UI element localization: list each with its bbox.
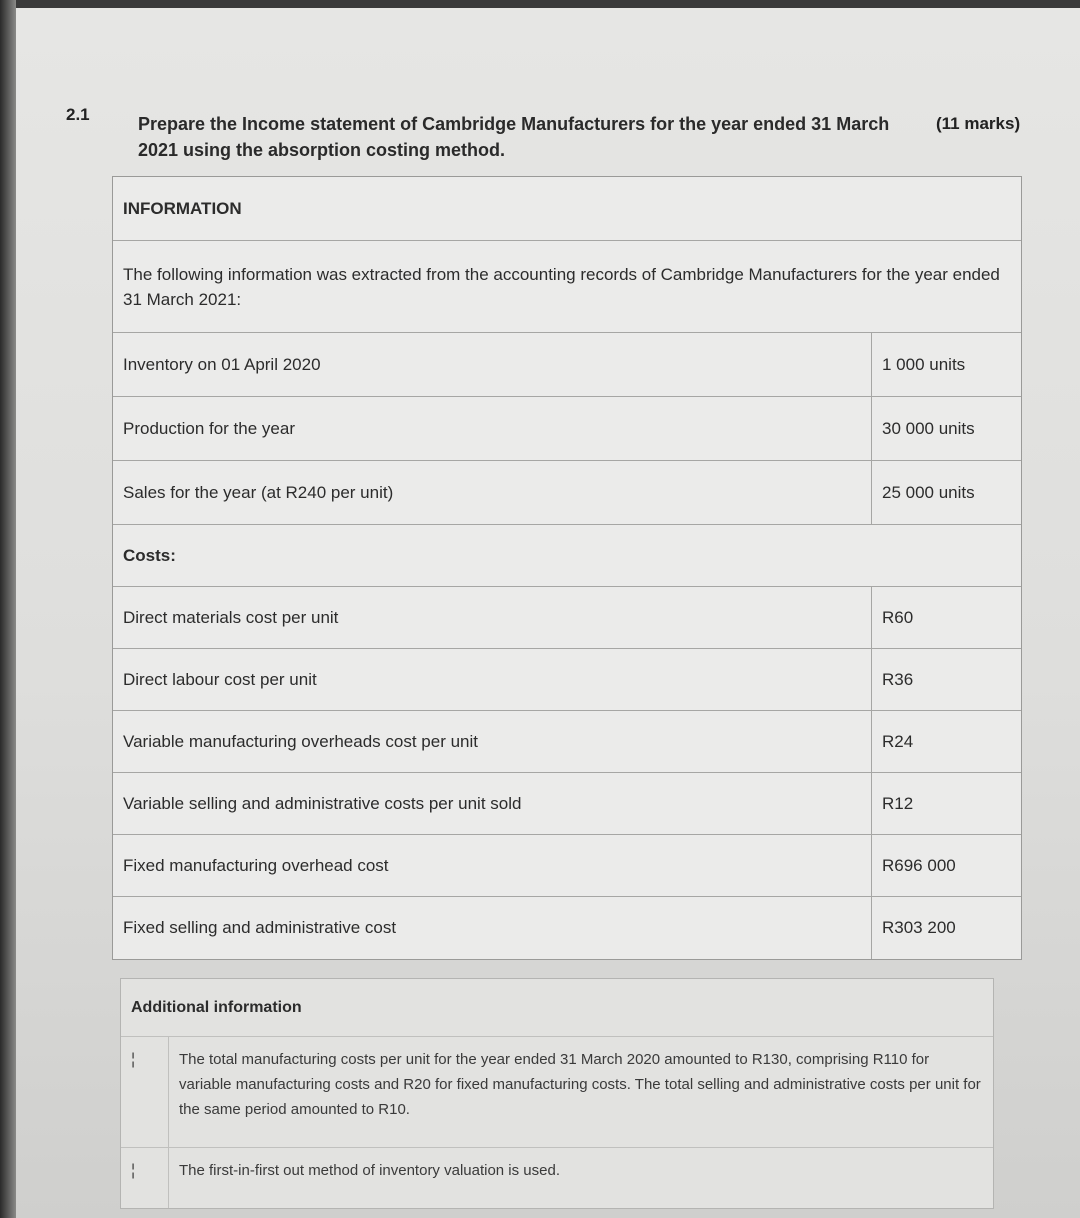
row-label: Direct materials cost per unit	[123, 607, 339, 627]
table-row-direct-materials	[113, 587, 1021, 649]
question-number: 2.1	[66, 105, 90, 124]
row-value: 30 000 units	[871, 397, 1021, 460]
information-heading: INFORMATION	[123, 198, 242, 218]
additional-item	[121, 1037, 993, 1148]
row-value: 1 000 units	[871, 333, 1021, 396]
bullet-icon: ¦	[121, 1037, 169, 1147]
additional-item-text: The first-in-first out method of inventory valuation is used.	[179, 1162, 561, 1179]
question-text: Prepare the Income statement of Cambridge Manufacturers for the year ended 31 March 2021 using the absorption costing method.	[138, 114, 890, 160]
row-label: Inventory on 01 April 2020	[123, 354, 321, 374]
information-table	[112, 176, 1022, 960]
table-row-fixed-mfg-overhead	[113, 835, 1021, 897]
additional-information-heading: Additional information	[121, 979, 993, 1037]
table-row-variable-selling-admin	[113, 773, 1021, 835]
table-row-fixed-selling-admin	[113, 897, 1021, 959]
question-marks: (11 marks)	[936, 114, 1021, 133]
row-label: Variable selling and administrative costs per unit sold	[123, 793, 522, 813]
row-label: Fixed manufacturing overhead cost	[123, 855, 389, 875]
table-row-sales	[113, 461, 1021, 525]
additional-item-text: The total manufacturing costs per unit for the year ended 31 March 2020 amounted to R130, comprising R110 for variable manufacturing costs and R20 for fixed manufacturing costs. The total selling and administrative costs per unit for the same period amounted to R10.	[179, 1051, 981, 1118]
information-intro-row	[113, 241, 1021, 333]
table-row-production	[113, 397, 1021, 461]
monitor-bezel-left	[0, 0, 16, 1218]
table-row-variable-mfg-overheads	[113, 711, 1021, 773]
monitor-bezel-top	[0, 0, 1080, 8]
information-intro: The following information was extracted from the accounting records of Cambridge Manufacturers for the year ended 31 March 2021:	[123, 264, 1000, 309]
row-label: Production for the year	[123, 418, 295, 438]
table-row-direct-labour	[113, 649, 1021, 711]
row-value: R36	[871, 649, 1021, 710]
row-label: Variable manufacturing overheads cost per unit	[123, 731, 478, 751]
row-label: Fixed selling and administrative cost	[123, 918, 397, 937]
information-header-row	[113, 177, 1021, 241]
bullet-icon: ¦	[121, 1148, 169, 1208]
row-label: Sales for the year (at R240 per unit)	[123, 482, 394, 502]
row-label: Direct labour cost per unit	[123, 669, 317, 689]
additional-item	[121, 1148, 993, 1208]
table-row-inventory	[113, 333, 1021, 397]
costs-heading: Costs:	[123, 545, 176, 565]
document-page	[16, 8, 1080, 1218]
additional-information-table	[120, 978, 994, 1209]
row-value: 25 000 units	[871, 461, 1021, 524]
row-value: R24	[871, 711, 1021, 772]
row-value: R696 000	[871, 835, 1021, 896]
costs-header-row	[113, 525, 1021, 587]
row-value: R303 200	[871, 897, 1021, 959]
row-value: R12	[871, 773, 1021, 834]
row-value: R60	[871, 587, 1021, 648]
